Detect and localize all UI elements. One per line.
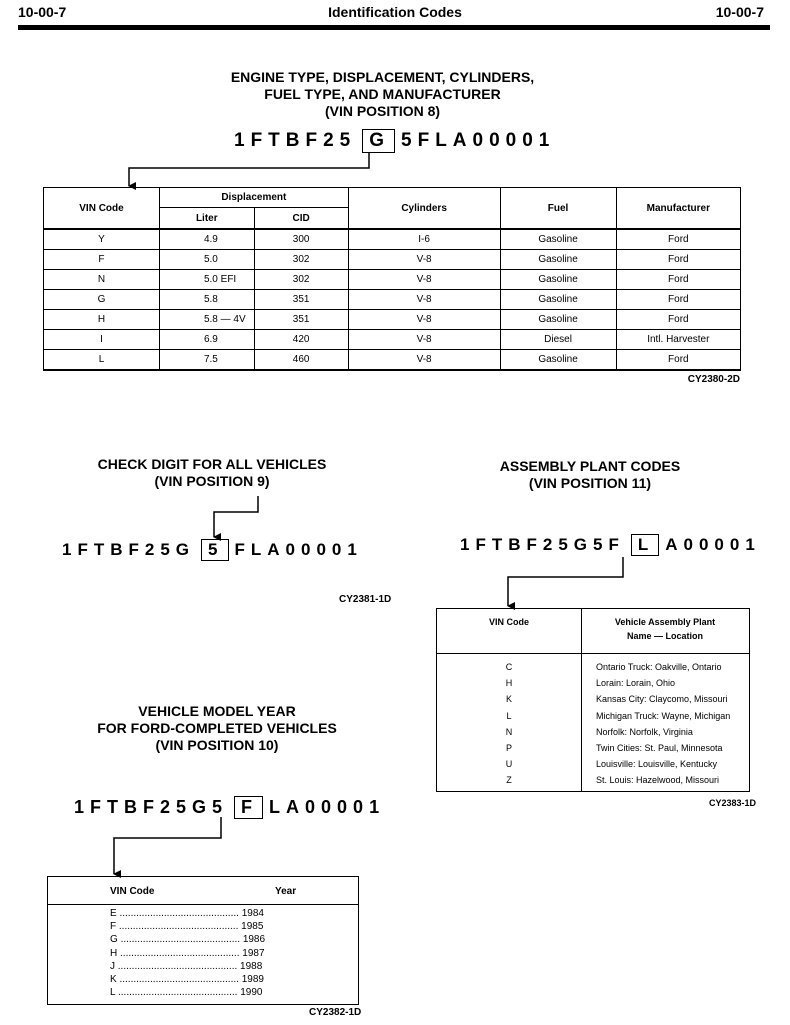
dot-leader: ........................................... [118, 921, 239, 933]
col-fuel: Fuel [500, 188, 616, 230]
cell: K [110, 974, 117, 986]
dot-leader: ........................................... [120, 934, 241, 946]
cell: 5.0 [159, 250, 254, 270]
vin-suffix: FLA00001 [234, 540, 363, 559]
cell: Ford [616, 350, 740, 371]
engine-table [43, 187, 741, 371]
cell: Ford [616, 250, 740, 270]
engine-table-body [44, 229, 741, 370]
dot-leader: ........................................... [119, 974, 239, 986]
cell: 302 [254, 270, 348, 290]
vin-suffix: LA00001 [269, 797, 386, 817]
engine-title-line-2: FUEL TYPE, AND MANUFACTURER [264, 86, 501, 102]
model-year-title [92, 703, 342, 754]
table-row [437, 659, 749, 675]
cell: Lorain: Lorain, Ohio [596, 678, 676, 689]
cell: 351 [254, 310, 348, 330]
table-row [437, 740, 749, 756]
table-row [110, 933, 350, 946]
table-row [44, 330, 741, 350]
cell: Gasoline [500, 250, 616, 270]
vin-prefix: 1FTBF25G5 [74, 797, 229, 817]
cell: 302 [254, 250, 348, 270]
cell: Ford [616, 270, 740, 290]
cell: 7.5 [159, 350, 254, 371]
cell: L [44, 350, 160, 371]
assembly-title [452, 458, 728, 492]
cell: H [44, 310, 160, 330]
vin-prefix: 1FTBF25 [234, 130, 357, 151]
col-displacement: Displacement [159, 188, 348, 208]
table-row [437, 708, 749, 724]
col-liter: Liter [159, 208, 254, 229]
table-row [437, 772, 749, 788]
cell: 1985 [241, 921, 264, 933]
cell: E [110, 908, 117, 919]
assembly-title-line-2: (VIN POSITION 11) [528, 475, 652, 491]
table-row [110, 947, 350, 960]
col-vin-code: VIN Code [110, 886, 155, 897]
cell: G [110, 934, 118, 946]
model-year-title-line-1: VEHICLE MODEL YEAR [138, 703, 296, 719]
cell: Norfolk: Norfolk, Virginia [596, 726, 693, 737]
model-year-title-line-2: FOR FORD-COMPLETED VEHICLES [97, 720, 337, 736]
page-number-right: 10-00-7 [715, 4, 764, 20]
cell: K [505, 694, 512, 705]
engine-title [0, 69, 765, 120]
header-divider [48, 904, 358, 905]
dot-leader: ........................................... [117, 987, 238, 999]
cell: P [505, 743, 512, 754]
col-vin-code-label: VIN Code [488, 617, 529, 627]
cell: 1989 [241, 974, 264, 986]
vin-prefix: 1FTBF25G5F [460, 535, 625, 554]
model-year-table-body [110, 907, 350, 999]
cell: V-8 [348, 310, 500, 330]
model-year-vin [74, 796, 385, 819]
page-number-left: 10-00-7 [18, 4, 67, 20]
cell: 460 [254, 350, 348, 371]
vin-suffix: A00001 [665, 535, 761, 554]
cell: N [44, 270, 160, 290]
table-row [44, 250, 741, 270]
check-digit-title [78, 456, 346, 490]
cell: Gasoline [500, 350, 616, 371]
cell: L [110, 987, 116, 999]
cell: Gasoline [500, 310, 616, 330]
cell: Intl. Harvester [616, 330, 740, 350]
cell: 420 [254, 330, 348, 350]
table-row [44, 229, 741, 250]
model-year-figure-code: CY2382-1D [309, 1007, 362, 1018]
cell: V-8 [348, 270, 500, 290]
model-year-title-line-3: (VIN POSITION 10) [155, 737, 279, 753]
cell: N [505, 726, 513, 737]
cell: Ford [616, 290, 740, 310]
cell: 1990 [240, 987, 263, 999]
col-name-location-label: Name — Location [626, 631, 703, 641]
cell: Kansas City: Claycomo, Missouri [596, 694, 728, 705]
check-digit-title-line-1: CHECK DIGIT FOR ALL VEHICLES [97, 456, 327, 472]
cell: 300 [254, 229, 348, 250]
cell: L [506, 710, 512, 721]
check-digit-figure-code: CY2381-1D [339, 594, 392, 605]
engine-vin [234, 129, 555, 153]
cell: V-8 [348, 330, 500, 350]
cell: F [110, 921, 117, 933]
cell: I-6 [348, 229, 500, 250]
col-vin-code [437, 609, 581, 654]
cell: G [44, 290, 160, 310]
vin-suffix: 5FLA00001 [401, 130, 556, 151]
dot-leader: ........................................... [120, 947, 240, 959]
cell: J [110, 960, 115, 972]
cell: V-8 [348, 290, 500, 310]
vin-prefix: 1FTBF25G [62, 540, 196, 559]
col-plant-label: Vehicle Assembly Plant [614, 617, 716, 627]
assembly-vin [460, 534, 761, 556]
cell: Ford [616, 229, 740, 250]
assembly-figure-code: CY2383-1D [709, 798, 757, 808]
cell: 4.9 [159, 229, 254, 250]
cell: Ford [616, 310, 740, 330]
cell: 1987 [242, 947, 265, 959]
col-vin-code: VIN Code [44, 188, 160, 230]
engine-title-line-1: ENGINE TYPE, DISPLACEMENT, CYLINDERS, [230, 69, 535, 85]
table-row [110, 960, 350, 973]
cell: Diesel [500, 330, 616, 350]
cell: Michigan Truck: Wayne, Michigan [596, 710, 731, 721]
dot-leader: ........................................... [117, 960, 238, 972]
cell: Ontario Truck: Oakville, Ontario [596, 662, 722, 672]
cell: 351 [254, 290, 348, 310]
cell: C [505, 662, 513, 672]
cell: H [505, 678, 513, 689]
table-row [110, 986, 350, 999]
cell: H [110, 947, 118, 959]
dot-leader: ........................................... [119, 908, 239, 919]
model-year-table [47, 876, 359, 1005]
assembly-title-line-1: ASSEMBLY PLANT CODES [499, 458, 681, 474]
cell: Gasoline [500, 270, 616, 290]
table-row [437, 691, 749, 707]
vin-highlight-box: 5 [201, 539, 228, 561]
vin-highlight-box: F [234, 796, 263, 819]
cell: Gasoline [500, 229, 616, 250]
cell: Twin Cities: St. Paul, Minnesota [596, 743, 723, 754]
table-row [44, 270, 741, 290]
cell: F [44, 250, 160, 270]
check-digit-title-line-2: (VIN POSITION 9) [154, 473, 270, 489]
cell: Louisville: Louisville, Kentucky [596, 759, 718, 770]
cell: 6.9 [159, 330, 254, 350]
assembly-table-body [437, 659, 749, 789]
table-row [44, 310, 741, 330]
cell: 1984 [241, 908, 264, 919]
cell: 1986 [242, 934, 266, 946]
check-digit-vin [62, 539, 363, 561]
col-manufacturer: Manufacturer [616, 188, 740, 230]
table-row [437, 724, 749, 740]
cell: 5.8 — 4V [159, 310, 254, 330]
cell: Gasoline [500, 290, 616, 310]
table-row [44, 350, 741, 371]
cell: 1988 [240, 960, 263, 972]
col-cid: CID [254, 208, 348, 229]
cell: Z [506, 775, 512, 786]
cell: 5.0 EFI [159, 270, 254, 290]
vin-highlight-box: G [362, 129, 395, 153]
table-row [437, 756, 749, 772]
cell: 5.8 [159, 290, 254, 310]
table-row [110, 907, 350, 920]
cell: V-8 [348, 350, 500, 371]
page-title: Identification Codes [328, 4, 462, 20]
table-row [437, 675, 749, 691]
engine-title-line-3: (VIN POSITION 8) [324, 103, 441, 119]
table-row [44, 290, 741, 310]
col-year: Year [275, 886, 297, 897]
assembly-table [436, 608, 750, 792]
cell: Y [44, 229, 160, 250]
cell: St. Louis: Hazelwood, Missouri [596, 775, 720, 786]
cell: U [505, 759, 513, 770]
cell: V-8 [348, 250, 500, 270]
engine-figure-code: CY2380-2D [687, 374, 740, 385]
col-plant [581, 609, 749, 654]
cell: I [44, 330, 160, 350]
table-row [110, 920, 350, 933]
table-row [110, 973, 350, 986]
col-cylinders: Cylinders [348, 188, 500, 230]
vin-highlight-box: L [631, 534, 659, 556]
